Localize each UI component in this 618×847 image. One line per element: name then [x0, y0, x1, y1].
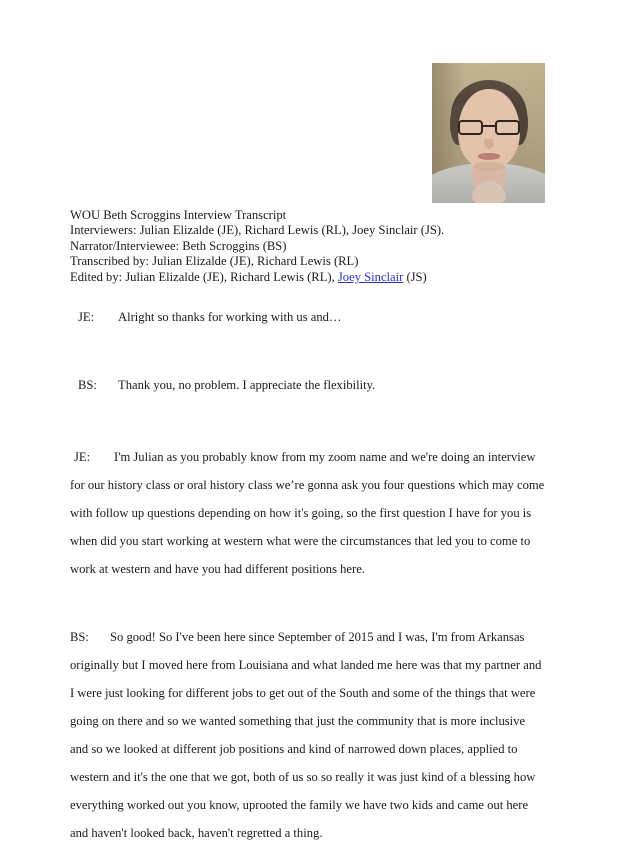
photo-mouth: [478, 153, 500, 160]
transcript-entry-4: [70, 623, 546, 847]
speaker-text-3: I'm Julian as you probably know from my zoom name and we're doing an interview for our history class or oral history class we’re gonna ask you four questions which may come with follow up questions depending on how it's going, so the first question I have for you is when did you start working at western what were the circumstances that led you to come to work at western and have you had different positions here.: [70, 450, 545, 577]
speaker-label-bs-1: BS:: [78, 378, 97, 393]
header-title: WOU Beth Scroggins Interview Transcript: [70, 208, 287, 222]
transcript-entry-2: [70, 371, 546, 399]
spacer: [70, 331, 546, 371]
document-body: [70, 208, 546, 847]
speaker-label-je-1: JE:: [78, 310, 95, 325]
photo-glasses-bridge: [483, 125, 495, 127]
transcript-entry-3: [70, 443, 546, 583]
header-edited-by-prefix: Edited by: Julian Elizalde (JE), Richard Lewis (RL),: [70, 269, 338, 284]
photo-lens-left: [458, 120, 483, 135]
joey-sinclair-link[interactable]: Joey Sinclair: [337, 269, 404, 284]
portrait-photo-image: [432, 63, 545, 203]
photo-chin-shadow: [474, 162, 504, 170]
spacer: [70, 285, 546, 303]
header-interviewers: Interviewers: Julian Elizalde (JE), Richard Lewis (RL), Joey Sinclair (JS).: [70, 223, 445, 238]
portrait-photo: [432, 63, 545, 203]
header-transcribed-by: Transcribed by: Julian Elizalde (JE), Richard Lewis (RL): [70, 254, 359, 269]
speaker-label-bs-2: BS:: [70, 630, 89, 645]
photo-lens-right: [495, 120, 520, 135]
speaker-text-2: Thank you, no problem. I appreciate the flexibility.: [118, 378, 376, 393]
photo-nose: [484, 139, 493, 149]
speaker-text-1: Alright so thanks for working with us and…: [118, 310, 342, 325]
spacer: [70, 399, 546, 443]
glasses-icon: [458, 120, 520, 136]
header-narrator: Narrator/Interviewee: Beth Scroggins (BS): [70, 238, 287, 253]
spacer: [70, 583, 546, 623]
header-edited-by-suffix: (JS): [403, 269, 427, 284]
speaker-label-je-2: JE:: [74, 450, 91, 465]
speaker-text-4: So good! So I've been here since September of 2015 and I was, I'm from Arkansas originally but I moved here from Louisiana and what landed me here was that my partner and I were just looking for different jobs to get out of the South and some of the things that were going on there and so we wanted something that just the community that is more inclusive and so we looked at different job positions and kind of narrowed down places, applied to western and it's the one that we got, both of us so so really it was just kind of a blessing how everything worked out you know, uprooted the family we have two kids and came out here and haven't looked back, haven't regretted a thing.: [70, 630, 542, 841]
header-edited-by: [70, 270, 546, 285]
transcript-header: [70, 208, 546, 285]
transcript-entry-1: [70, 303, 546, 331]
